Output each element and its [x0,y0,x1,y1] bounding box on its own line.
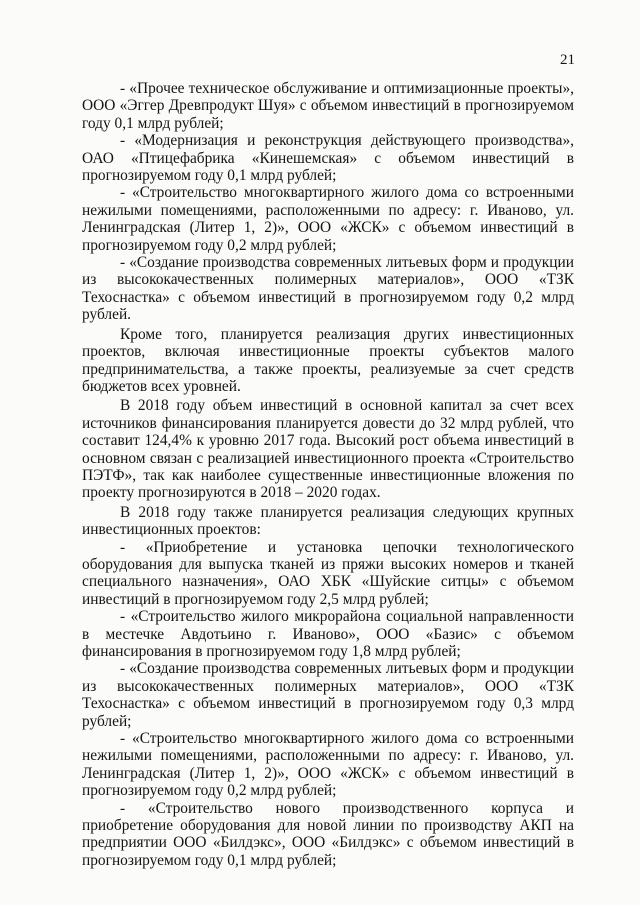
paragraph-project-bazis: - «Строительство жилого микрорайона социальной направленности в местечке Авдотьино г. Иваново», ООО «Базис» с объемом финансирования в прогнозируемом году 1,8 млрд рублей; [82,608,574,660]
document-body [82,80,574,869]
paragraph-project-tzk: - «Создание производства современных литьевых форм и продукции из высококачественных полимерных материалов», ООО «ТЗК Техоснастка» с объемом инвестиций в прогнозируемом году 0,2 млрд рублей. [82,254,574,324]
paragraph-project-buildex: - «Строительство нового производственного корпуса и приобретение оборудования для новой линии по производству АКП на предприятии ООО «Билдэкс», ООО «Билдэкс» с объемом инвестиций в прогнозируемом году 0,1 млрд рублей; [82,799,574,869]
page-number: 21 [560,52,575,68]
paragraph-projects-intro-2018: В 2018 году также планируется реализация следующих крупных инвестиционных проектов: [82,503,574,539]
paragraph-other-projects: Кроме того, планируется реализация других инвестиционных проектов, включая инвестиционные проекты субъектов малого предпринимательства, а также проекты, реализуемые за счет средств бюджетов всех уровней. [82,325,574,395]
paragraph-project-tzk-2018: - «Создание производства современных литьевых форм и продукции из высококачественных полимерных материалов», ООО «ТЗК Техоснастка» с объемом инвестиций в прогнозируемом году 0,3 млрд рублей; [82,660,574,730]
paragraph-project-shuya-chintz: - «Приобретение и установка цепочки технологического оборудования для выпуска тканей из пряжи высоких номеров и тканей специального назначения», ОАО ХБК «Шуйские ситцы» с объемом инвестиций в прогнозируемом году 2,5 млрд рублей; [82,538,574,608]
paragraph-project-poultry: - «Модернизация и реконструкция действующего производства», ОАО «Птицефабрика «Кинешемская» с объемом инвестиций в прогнозируемом году 0,1 млрд рублей; [82,132,574,185]
paragraph-project-housing-zhsk-2018: - «Строительство многоквартирного жилого дома со встроенными нежилыми помещениями, расположенными по адресу: г. Иваново, ул. Ленинградская (Литер 1, 2)», ООО «ЖСК» с объемом инвестиций в прогнозируемом году 0,2 млрд рублей; [82,730,574,800]
paragraph-project-housing-zhsk: - «Строительство многоквартирного жилого дома со встроенными нежилыми помещениями, расположенными по адресу: г. Иваново, ул. Ленинградская (Литер 1, 2)», ООО «ЖСК» с объемом инвестиций в прогнозируемом году 0,2 млрд рублей; [82,184,574,254]
paragraph-project-egger: - «Прочее техническое обслуживание и оптимизационные проекты», ООО «Эггер Древпродукт Шуя» с объемом инвестиций в прогнозируемом году 0,1 млрд рублей; [82,80,574,132]
paragraph-investment-2018: В 2018 году объем инвестиций в основной капитал за счет всех источников финансирования планируется довести до 32 млрд рублей, что составит 124,4% к уровню 2017 года. Высокий рост объема инвестиций в основном связан с реализацией инвестиционного проекта «Строительство ПЭТФ», так как наиболее существенные инвестиционные вложения по проекту прогнозируются в 2018 – 2020 годах. [82,397,574,502]
